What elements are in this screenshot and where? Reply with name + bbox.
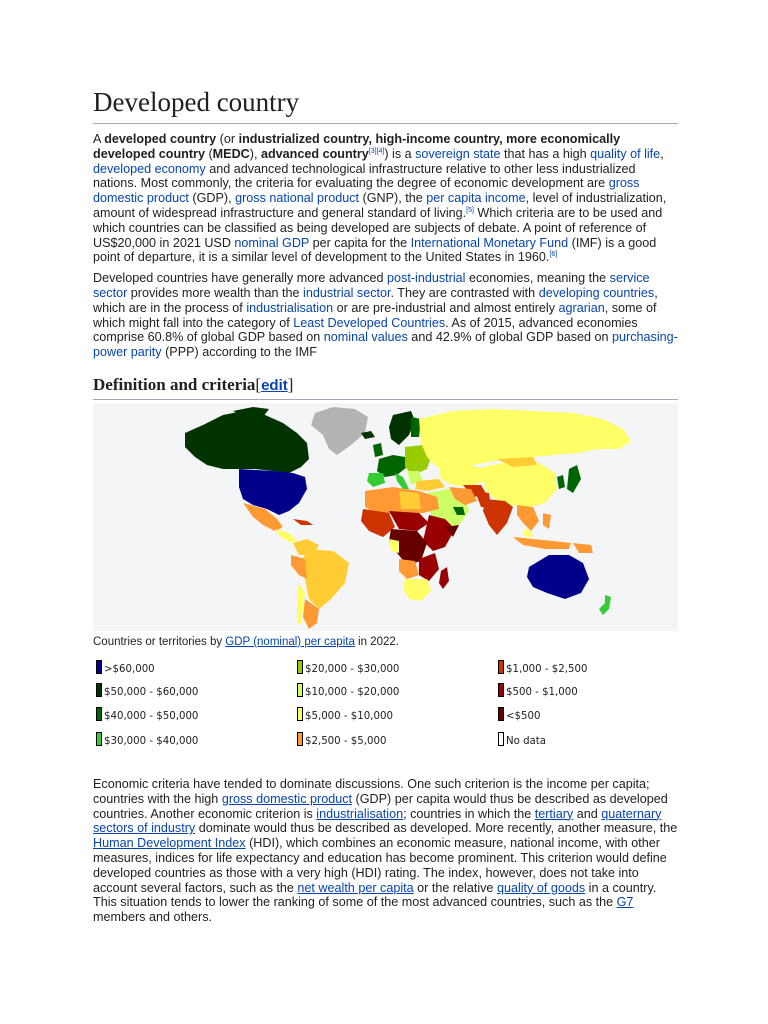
link-gdp[interactable]: gross domestic product [93, 176, 640, 206]
legend-label: $1,000 - $2,500 [506, 663, 588, 675]
legend-swatch [498, 732, 504, 746]
bracket: [ [255, 374, 262, 394]
link-quaternary-sectors[interactable]: quaternary sectors of industry [93, 806, 662, 836]
text: (or [216, 132, 239, 146]
turkey-region [415, 479, 445, 491]
legend-swatch [498, 660, 504, 674]
text: ), [249, 146, 261, 161]
page-title: Developed country [93, 84, 678, 124]
text: and advanced technological infrastructure relative to other less industrialized nations. Most commonly, the criteria for evaluating the degree of economic development are [93, 161, 636, 191]
text: . As of 2015, advanced economies comprise 60.8% of global GDP based on [93, 315, 638, 345]
map-legend [93, 660, 678, 755]
citation-link[interactable]: [3][4] [368, 147, 385, 155]
text: (GNP), the [359, 191, 427, 206]
legend-label: <$500 [506, 710, 541, 722]
link-industrialisation[interactable]: industrialisation [246, 300, 334, 315]
legend-item [96, 660, 155, 674]
brazil-region [301, 549, 349, 609]
legend-item [297, 732, 386, 746]
link-developing-countries[interactable]: developing countries [538, 285, 655, 300]
legend-label: $500 - $1,000 [506, 686, 578, 698]
legend-item [297, 707, 393, 721]
link-gdp-nominal-per-capita[interactable]: GDP (nominal) per capita [225, 635, 355, 648]
map-caption [93, 631, 678, 649]
link-quality-of-goods[interactable]: quality of goods [496, 880, 586, 895]
central-america-region [275, 529, 297, 543]
link-post-industrial[interactable]: post-industrial [387, 271, 466, 286]
legend-item [498, 732, 546, 746]
criteria-paragraph [93, 777, 678, 925]
text: , [660, 146, 664, 161]
text: in a country. This situation tends to lower the ranking of some of the most advanced countries, such as the [93, 880, 657, 910]
legend-item [498, 707, 540, 721]
world-map [93, 403, 678, 631]
link-hdi[interactable]: Human Development Index [93, 836, 246, 851]
bold-term: industrialized country, high-income country, more economically developed country [93, 132, 621, 161]
legend-swatch [297, 683, 303, 697]
world-map-figure[interactable] [93, 403, 678, 631]
legend-label: $2,500 - $5,000 [305, 735, 387, 747]
caribbean-region [293, 519, 313, 525]
legend-swatch [498, 707, 504, 721]
text: (GDP), [188, 191, 236, 206]
iberia-region [367, 473, 385, 487]
central-asia-region [439, 465, 485, 487]
italy-region [395, 473, 409, 489]
link-service-sector[interactable]: service sector [93, 271, 650, 300]
legend-label: $40,000 - $50,000 [104, 710, 199, 722]
link-sovereign-state[interactable]: sovereign state [415, 146, 501, 161]
southeast-asia-region [517, 505, 539, 531]
text: or the relative [413, 880, 497, 895]
text: provides more wealth than the [127, 285, 304, 300]
legend-swatch [96, 707, 102, 721]
legend-item [96, 732, 198, 746]
caption-text: in 2022. [354, 635, 399, 648]
text: or are pre-industrial and almost entirely [333, 300, 559, 315]
legend-label: $30,000 - $40,000 [104, 735, 199, 747]
legend-item [96, 683, 198, 697]
link-industrialisation[interactable]: industrialisation [316, 806, 404, 821]
legend-swatch [297, 707, 303, 721]
text: , level of industrialization, amount of widespread infrastructure and general standard of living. [93, 191, 667, 220]
text: and [573, 806, 602, 821]
text: (HDI), which combines an economic measure, national income, with other measures, indices for life expectancy and education has become prominent. This criterion would define developed countries as those with a very high (HDI) rating. The index, however, does not take into account several factors, such as the [93, 836, 667, 895]
sahel-region [389, 511, 429, 531]
greenland-region [311, 407, 368, 455]
bold-term: developed country [104, 132, 217, 146]
text: (GDP) per capita would thus be described as developed countries. Another economic criterion is [93, 791, 668, 821]
intro-paragraph [93, 132, 678, 265]
southern-africa-region [403, 579, 431, 601]
legend-swatch [297, 660, 303, 674]
papua-region [573, 543, 593, 553]
bold-term: MEDC [212, 146, 250, 161]
link-imf[interactable]: International Monetary Fund [410, 235, 569, 250]
link-ppp[interactable]: purchasing-power parity [93, 330, 678, 360]
legend-item [498, 683, 578, 697]
legend-label: No data [506, 735, 547, 747]
link-gdp[interactable]: gross domestic product [221, 791, 353, 806]
section-title: Definition and criteria [93, 374, 256, 394]
legend-label: >$60,000 [104, 663, 155, 675]
text: Economic criteria have tended to dominate discussions. One such criterion is the income per capita; countries with the high [93, 776, 650, 806]
text: Developed countries have generally more advanced [93, 271, 388, 286]
legend-label: $10,000 - $20,000 [305, 686, 400, 698]
text: ( [204, 146, 213, 161]
new-zealand-region [599, 595, 611, 615]
link-per-capita-income[interactable]: per capita income [426, 191, 526, 206]
citation-link[interactable]: [5] [466, 206, 474, 214]
madagascar-region [439, 567, 449, 589]
legend-label: $50,000 - $60,000 [104, 686, 199, 698]
link-least-developed-countries[interactable]: Least Developed Countries [293, 315, 446, 330]
link-gnp[interactable]: gross national product [235, 191, 360, 206]
legend-item [297, 683, 399, 697]
bold-term: advanced country [260, 146, 369, 161]
japan-region [567, 465, 581, 493]
text: A [93, 132, 105, 146]
citation-link[interactable]: [6] [549, 251, 558, 259]
caption-text: Countries or territories by [93, 635, 226, 648]
link-industrial-sector[interactable]: industrial sector [303, 285, 391, 300]
text: (IMF) is a good point of departure, it is a similar level of development to the United States in 1960. [93, 235, 657, 265]
legend-swatch [96, 732, 102, 746]
edit-section-link[interactable]: edit [261, 376, 288, 394]
legend-swatch [96, 683, 102, 697]
text: Which criteria are to be used and which countries can be classified as being developed are subjects of debate. A point of reference of US$20,000 in 2021 USD [93, 205, 663, 250]
canada-region [185, 411, 309, 473]
legend-label: $20,000 - $30,000 [305, 663, 400, 675]
legend-swatch [96, 660, 102, 674]
uk-region [373, 443, 383, 457]
text: that has a high [500, 146, 591, 161]
bracket: ] [287, 374, 294, 394]
text: (PPP) according to the IMF [161, 345, 317, 360]
link-tertiary[interactable]: tertiary [534, 806, 574, 821]
link-nominal-gdp[interactable]: nominal GDP [234, 235, 310, 250]
text: per capita for the [309, 235, 411, 250]
legend-swatch [498, 683, 504, 697]
link-g7[interactable]: G7 [616, 895, 634, 910]
link-net-wealth[interactable]: net wealth per capita [297, 880, 414, 895]
economy-paragraph [93, 271, 678, 360]
legend-item [96, 707, 198, 721]
text: , some of which might fall into the category of [93, 300, 657, 330]
text: dominate would thus be described as developed. More recently, another measure, the [195, 821, 678, 836]
korea-region [557, 475, 565, 489]
libya-region [399, 491, 421, 509]
australia-region [527, 555, 589, 599]
legend-label: $5,000 - $10,000 [305, 710, 393, 722]
indonesia-region [513, 537, 571, 549]
india-region [483, 499, 513, 535]
link-nominal-values[interactable]: nominal values [323, 330, 408, 345]
text: ; countries in which the [403, 806, 535, 821]
link-developed-economy[interactable]: developed economy [93, 161, 206, 176]
philippines-region [543, 513, 551, 529]
gabon-region [389, 539, 399, 553]
legend-item [498, 660, 587, 674]
section-heading [93, 374, 678, 400]
link-quality-of-life[interactable]: quality of life [590, 146, 661, 161]
legend-swatch [297, 732, 303, 746]
text: economies, meaning the [465, 271, 610, 286]
article [93, 84, 678, 925]
text: ) is a [384, 146, 416, 161]
text: , which are in the process of [93, 285, 658, 315]
text: . They are contrasted with [390, 285, 539, 300]
text: members and others. [93, 910, 212, 925]
link-agrarian[interactable]: agrarian [558, 300, 605, 315]
legend-item [297, 660, 399, 674]
chile-region [297, 583, 305, 625]
text: and 42.9% of global GDP based on [407, 330, 613, 345]
